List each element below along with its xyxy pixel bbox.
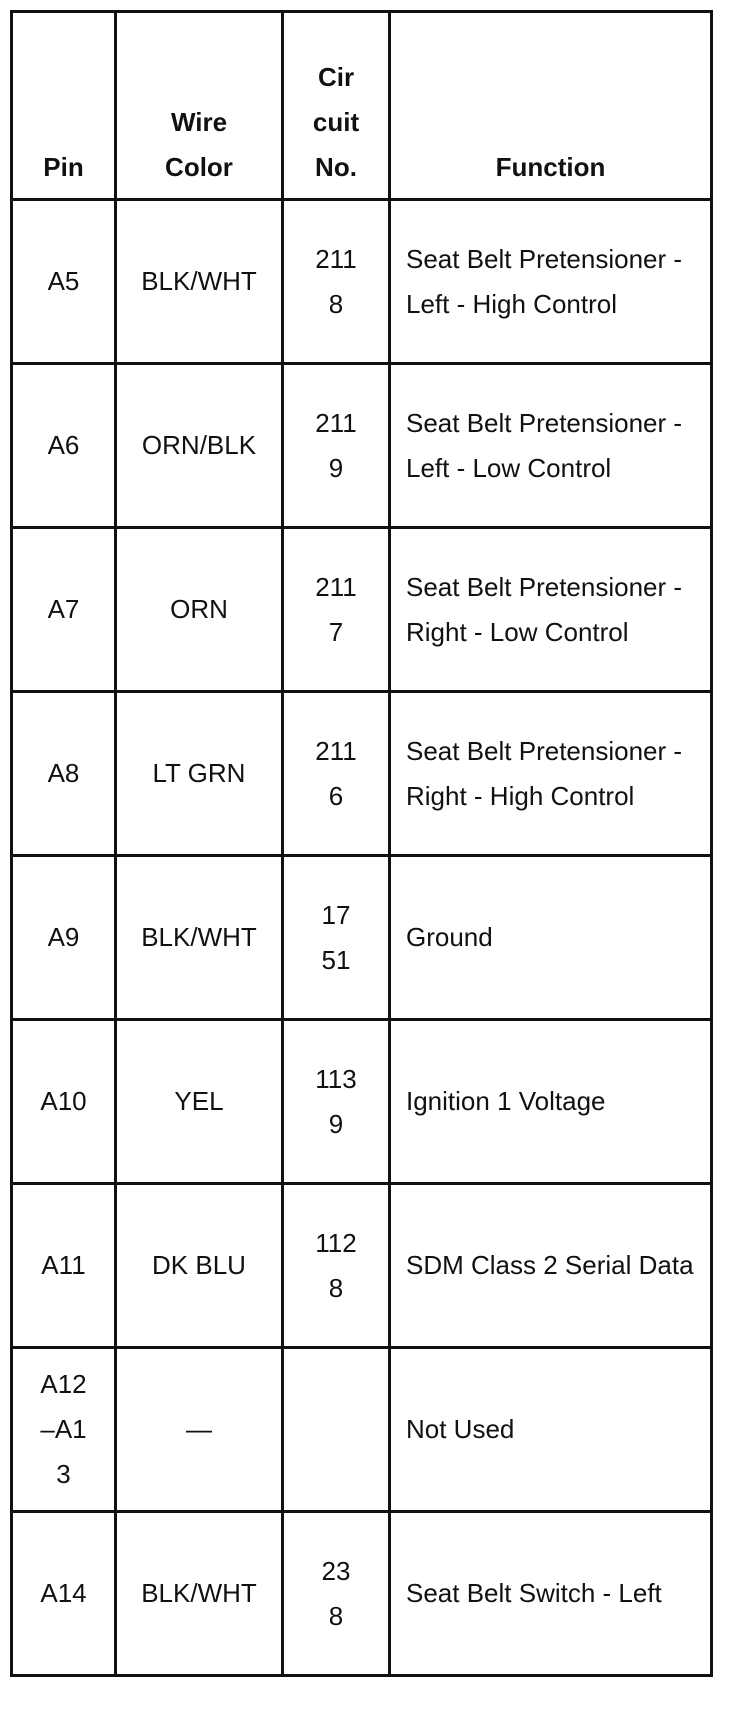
function-cell-text: Ignition 1 Voltage	[406, 1086, 606, 1116]
circuit-no-cell	[283, 364, 390, 528]
circuit-no-cell-text: 2117	[315, 571, 357, 647]
wire-color-cell	[116, 364, 283, 528]
function-cell-text: Seat Belt Pretensioner - Right - Low Control	[406, 571, 683, 647]
connector-pinout-table	[10, 10, 713, 1677]
header-function: Function	[390, 12, 712, 200]
header-pin: Pin	[12, 12, 116, 200]
circuit-no-cell	[283, 1184, 390, 1348]
function-cell	[390, 856, 712, 1020]
pin-cell	[12, 1184, 116, 1348]
wire-color-cell-text: YEL	[174, 1086, 224, 1116]
pin-cell	[12, 856, 116, 1020]
function-cell-text: Seat Belt Pretensioner - Right - High Control	[406, 735, 683, 811]
circuit-no-cell	[283, 1020, 390, 1184]
wire-color-cell	[116, 1184, 283, 1348]
table-row	[12, 1348, 712, 1512]
function-cell-text: Seat Belt Pretensioner - Left - High Control	[406, 243, 683, 319]
wire-color-cell-text: ORN	[170, 594, 228, 624]
table-row	[12, 200, 712, 364]
wire-color-cell	[116, 1348, 283, 1512]
function-cell	[390, 1020, 712, 1184]
wire-color-cell	[116, 528, 283, 692]
table-row	[12, 1512, 712, 1676]
header-wire-color: Wire Color	[116, 12, 283, 200]
circuit-no-cell-text: 2118	[315, 243, 357, 319]
circuit-no-cell-text: 1128	[315, 1227, 357, 1303]
circuit-no-cell	[283, 1348, 390, 1512]
wire-color-cell-text: ORN/BLK	[141, 430, 257, 460]
wire-color-cell-text: —	[186, 1414, 212, 1444]
table-row	[12, 528, 712, 692]
function-cell	[390, 200, 712, 364]
pin-cell	[12, 364, 116, 528]
function-cell	[390, 692, 712, 856]
wire-color-cell	[116, 1020, 283, 1184]
circuit-no-cell	[283, 528, 390, 692]
pin-cell	[12, 528, 116, 692]
header-circuit-no: Cir cuit No.	[283, 12, 390, 200]
pin-cell	[12, 1020, 116, 1184]
circuit-no-cell-text: 1751	[321, 899, 351, 975]
pin-cell-text: A10	[40, 1086, 87, 1116]
table-row	[12, 856, 712, 1020]
wire-color-cell	[116, 200, 283, 364]
function-cell-text: Not Used	[406, 1414, 515, 1444]
function-cell-text: SDM Class 2 Serial Data	[406, 1250, 694, 1280]
circuit-no-cell-text: 2116	[315, 735, 357, 811]
function-cell-text: Seat Belt Switch - Left	[406, 1578, 662, 1608]
function-cell	[390, 1348, 712, 1512]
function-cell	[390, 1184, 712, 1348]
function-cell-text: Ground	[406, 922, 493, 952]
circuit-no-cell-text: 238	[321, 1555, 351, 1631]
pin-cell-text: A11	[41, 1250, 86, 1280]
wire-color-cell	[116, 856, 283, 1020]
function-cell	[390, 364, 712, 528]
function-cell-text: Seat Belt Pretensioner - Left - Low Control	[406, 407, 683, 483]
wire-color-cell-text: LT GRN	[152, 758, 246, 788]
circuit-no-cell	[283, 856, 390, 1020]
pin-cell-text: A5	[47, 266, 80, 296]
table-row	[12, 364, 712, 528]
wire-color-cell	[116, 1512, 283, 1676]
pin-cell	[12, 692, 116, 856]
wire-color-cell-text: DK BLU	[152, 1250, 246, 1280]
circuit-no-cell	[283, 200, 390, 364]
circuit-no-cell-text: 1139	[315, 1063, 357, 1139]
circuit-no-cell	[283, 1512, 390, 1676]
wire-color-cell-text: BLK/WHT	[141, 1578, 257, 1608]
wire-color-cell-text: BLK/WHT	[141, 266, 257, 296]
pin-cell-text: A14	[40, 1578, 87, 1608]
function-cell	[390, 1512, 712, 1676]
wire-color-cell-text: BLK/WHT	[141, 922, 257, 952]
pin-cell-text: A7	[47, 594, 80, 624]
table-row	[12, 1184, 712, 1348]
pin-cell-text: A9	[47, 922, 80, 952]
table-row	[12, 692, 712, 856]
table-row	[12, 1020, 712, 1184]
pin-cell	[12, 1512, 116, 1676]
pin-cell-text: A12–A13	[40, 1369, 87, 1489]
circuit-no-cell-text: 2119	[315, 407, 357, 483]
function-cell	[390, 528, 712, 692]
pin-cell-text: A8	[47, 758, 80, 788]
table-header-row	[12, 12, 712, 200]
circuit-no-cell	[283, 692, 390, 856]
pin-cell	[12, 1348, 116, 1512]
pin-cell	[12, 200, 116, 364]
wire-color-cell	[116, 692, 283, 856]
pin-cell-text: A6	[47, 430, 80, 460]
